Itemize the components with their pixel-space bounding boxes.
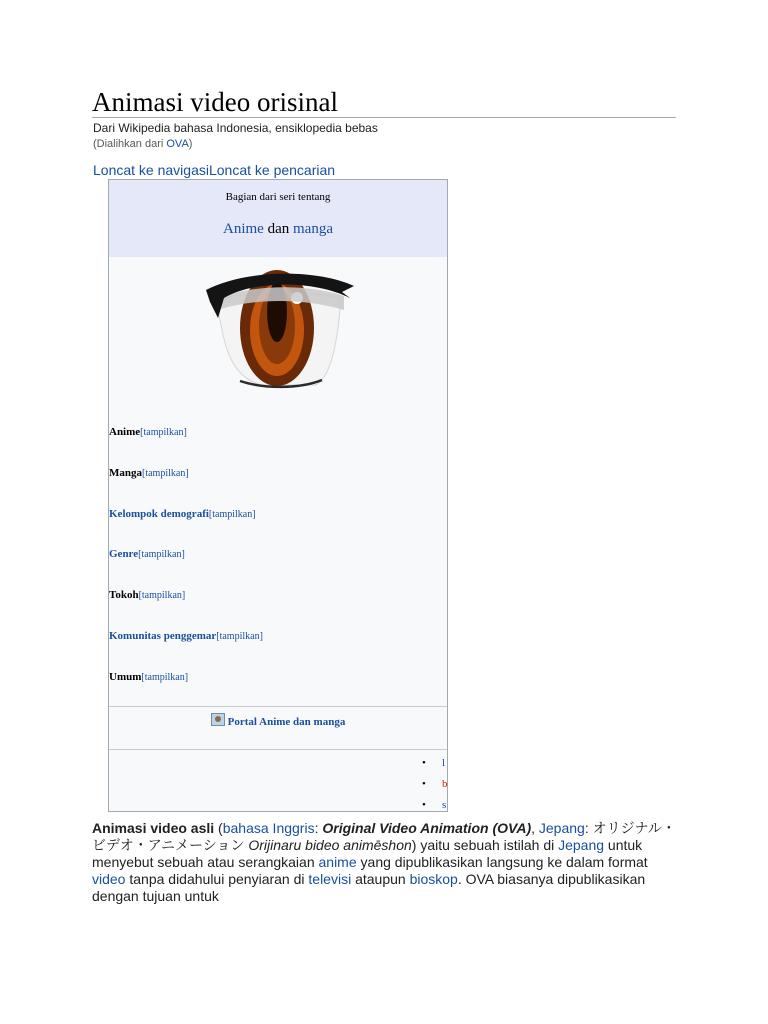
jump-links (93, 162, 335, 178)
text: tanpa didahului penyiaran di (125, 871, 309, 887)
jepang-link-2[interactable]: Jepang (558, 837, 605, 853)
manga-link[interactable]: manga (293, 221, 333, 237)
portal-link[interactable]: Portal Anime dan manga (227, 716, 346, 728)
text: yang dipublikasikan langsung ke dalam format (356, 854, 648, 870)
show-toggle[interactable]: [tampilkan] (141, 672, 189, 683)
infobox-divider (109, 706, 447, 707)
bullet: • (422, 799, 426, 811)
title-divider (92, 117, 676, 118)
infobox-row-tokoh (109, 589, 185, 601)
infobox-divider (109, 749, 447, 750)
text: : (314, 820, 323, 836)
text: . OVA biasanya dipublikasikan dengan tujuan untuk (92, 871, 646, 904)
row-label-link[interactable]: Kelompok demografi (109, 508, 209, 520)
jump-to-navigation-link[interactable]: Loncat ke navigasi (93, 162, 209, 178)
infobox-title (109, 221, 447, 238)
row-label: Tokoh (109, 589, 139, 601)
portal-row (109, 713, 447, 728)
infobox-row-demografi (109, 508, 256, 520)
text: ( (488, 820, 498, 836)
infobox-row-komunitas (109, 630, 263, 642)
text: untuk menyebut sebuah atau serangkaian (92, 837, 643, 870)
text: ) (526, 820, 532, 836)
bahasa-inggris-link[interactable]: bahasa Inggris (222, 820, 315, 836)
infobox-pretitle: Bagian dari seri tentang (225, 191, 331, 203)
row-label: Anime (109, 426, 141, 438)
televisi-link[interactable]: televisi (308, 871, 352, 887)
row-label-link[interactable]: Komunitas penggemar (109, 630, 217, 642)
jump-to-search-link[interactable]: Loncat ke pencarian (208, 162, 336, 178)
infobox-row-umum (109, 671, 188, 683)
bullet: • (422, 757, 426, 769)
redirect-prefix: (Dialihkan dari (93, 138, 167, 150)
bioskop-link[interactable]: bioskop (409, 871, 458, 887)
row-label: Umum (109, 671, 142, 683)
infobox-row-manga (109, 467, 189, 479)
text: : (584, 820, 593, 836)
english-name: Original Video Animation (322, 820, 489, 836)
infobox-row-genre (109, 548, 185, 560)
vte-view-link[interactable]: l (442, 757, 446, 769)
show-toggle[interactable]: [tampilkan] (140, 427, 187, 438)
row-label-link[interactable]: Genre (109, 548, 139, 560)
show-toggle[interactable]: [tampilkan] (216, 631, 263, 642)
vte-edit-link[interactable]: s (442, 799, 447, 811)
video-link[interactable]: video (92, 871, 126, 887)
jepang-link[interactable]: Jepang (538, 820, 585, 836)
redirect-link[interactable]: OVA (166, 138, 189, 150)
page-title: Animasi video orisinal (92, 87, 338, 117)
portal-icon (211, 713, 225, 726)
infobox (108, 179, 448, 812)
infobox-title-and: dan (263, 221, 293, 237)
show-toggle[interactable]: [tampilkan] (138, 549, 185, 560)
anime-article-link[interactable]: anime (318, 854, 357, 870)
bullet: • (422, 778, 426, 790)
infobox-header (109, 180, 447, 257)
text: ( (214, 820, 223, 836)
infobox-row-anime (109, 426, 187, 438)
redirect-suffix: ) (188, 138, 193, 150)
anime-eye-icon (204, 268, 356, 392)
romaji-text: Orijinaru bideo animēshon (248, 837, 412, 853)
show-toggle[interactable]: [tampilkan] (142, 468, 189, 479)
redirect-notice (93, 138, 192, 150)
row-label: Manga (109, 467, 142, 479)
show-toggle[interactable]: [tampilkan] (208, 509, 256, 520)
text: ) yaitu sebuah istilah di (411, 837, 559, 853)
japanese-text: オリジナル・ビデオ・アニメーション (92, 820, 676, 853)
ova-abbrev: OVA (497, 820, 527, 836)
site-tagline: Dari Wikipedia bahasa Indonesia, ensiklopedia bebas (93, 121, 378, 135)
lead-term: Animasi video asli (92, 820, 215, 836)
lead-paragraph (92, 820, 678, 905)
text: ataupun (351, 871, 410, 887)
vte-talk-link[interactable]: b (442, 778, 448, 790)
show-toggle[interactable]: [tampilkan] (138, 590, 186, 601)
text: , (531, 820, 539, 836)
anime-link[interactable]: Anime (223, 221, 264, 237)
